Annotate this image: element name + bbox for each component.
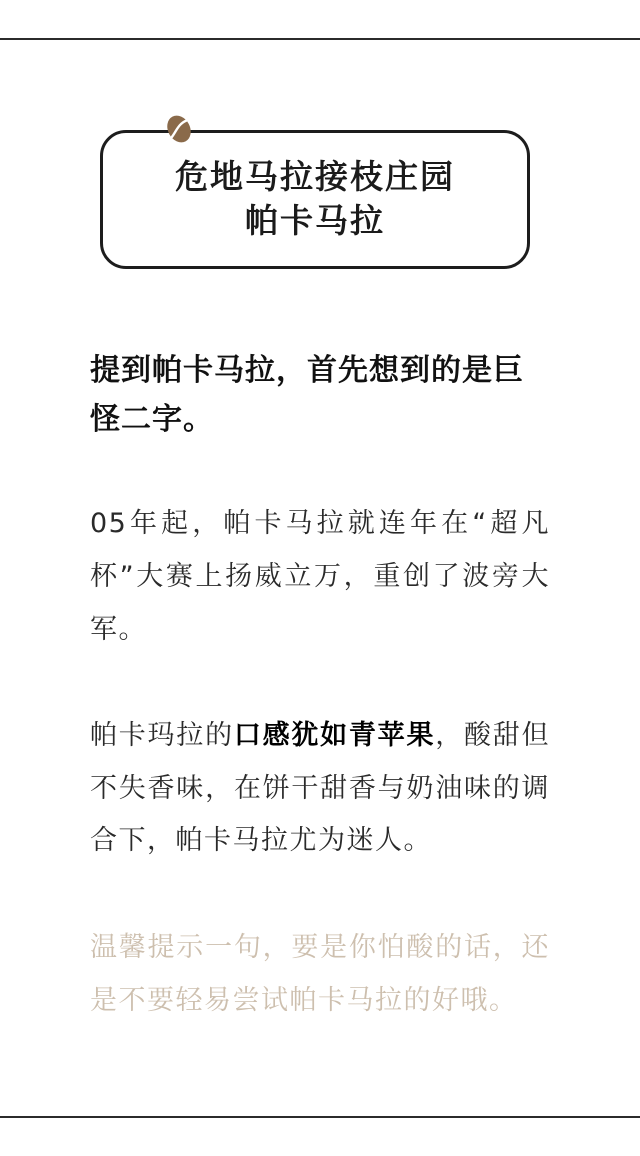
- paragraph-history: 05年起，帕卡马拉就连年在“超凡杯”大赛上扬威立万，重创了波旁大军。: [90, 508, 550, 645]
- article-content: [90, 130, 550, 1027]
- paragraph-note: 温馨提示一句，要是你怕酸的话，还是不要轻易尝试帕卡马拉的好哦。: [90, 932, 550, 1016]
- title-line-2: 帕卡马拉: [245, 200, 385, 240]
- bottom-divider: [0, 1116, 640, 1118]
- title-line-1: 危地马拉接枝庄园: [175, 157, 455, 196]
- title-box: [100, 130, 530, 269]
- flavor-highlight: 口感犹如青苹果: [233, 720, 436, 752]
- flavor-prefix: 帕卡玛拉的: [90, 720, 234, 752]
- paragraph-flavor: [90, 710, 550, 868]
- coffee-bean-icon: [162, 112, 196, 146]
- lead-paragraph: 提到帕卡马拉，首先想到的是巨怪二字。: [90, 353, 524, 437]
- title-card: [100, 130, 530, 269]
- flavor-suffix: ，酸甜但不失香味，在饼干甜香与奶油味的调合下，帕卡马拉尤为迷人。: [90, 720, 551, 857]
- top-divider: [0, 38, 640, 40]
